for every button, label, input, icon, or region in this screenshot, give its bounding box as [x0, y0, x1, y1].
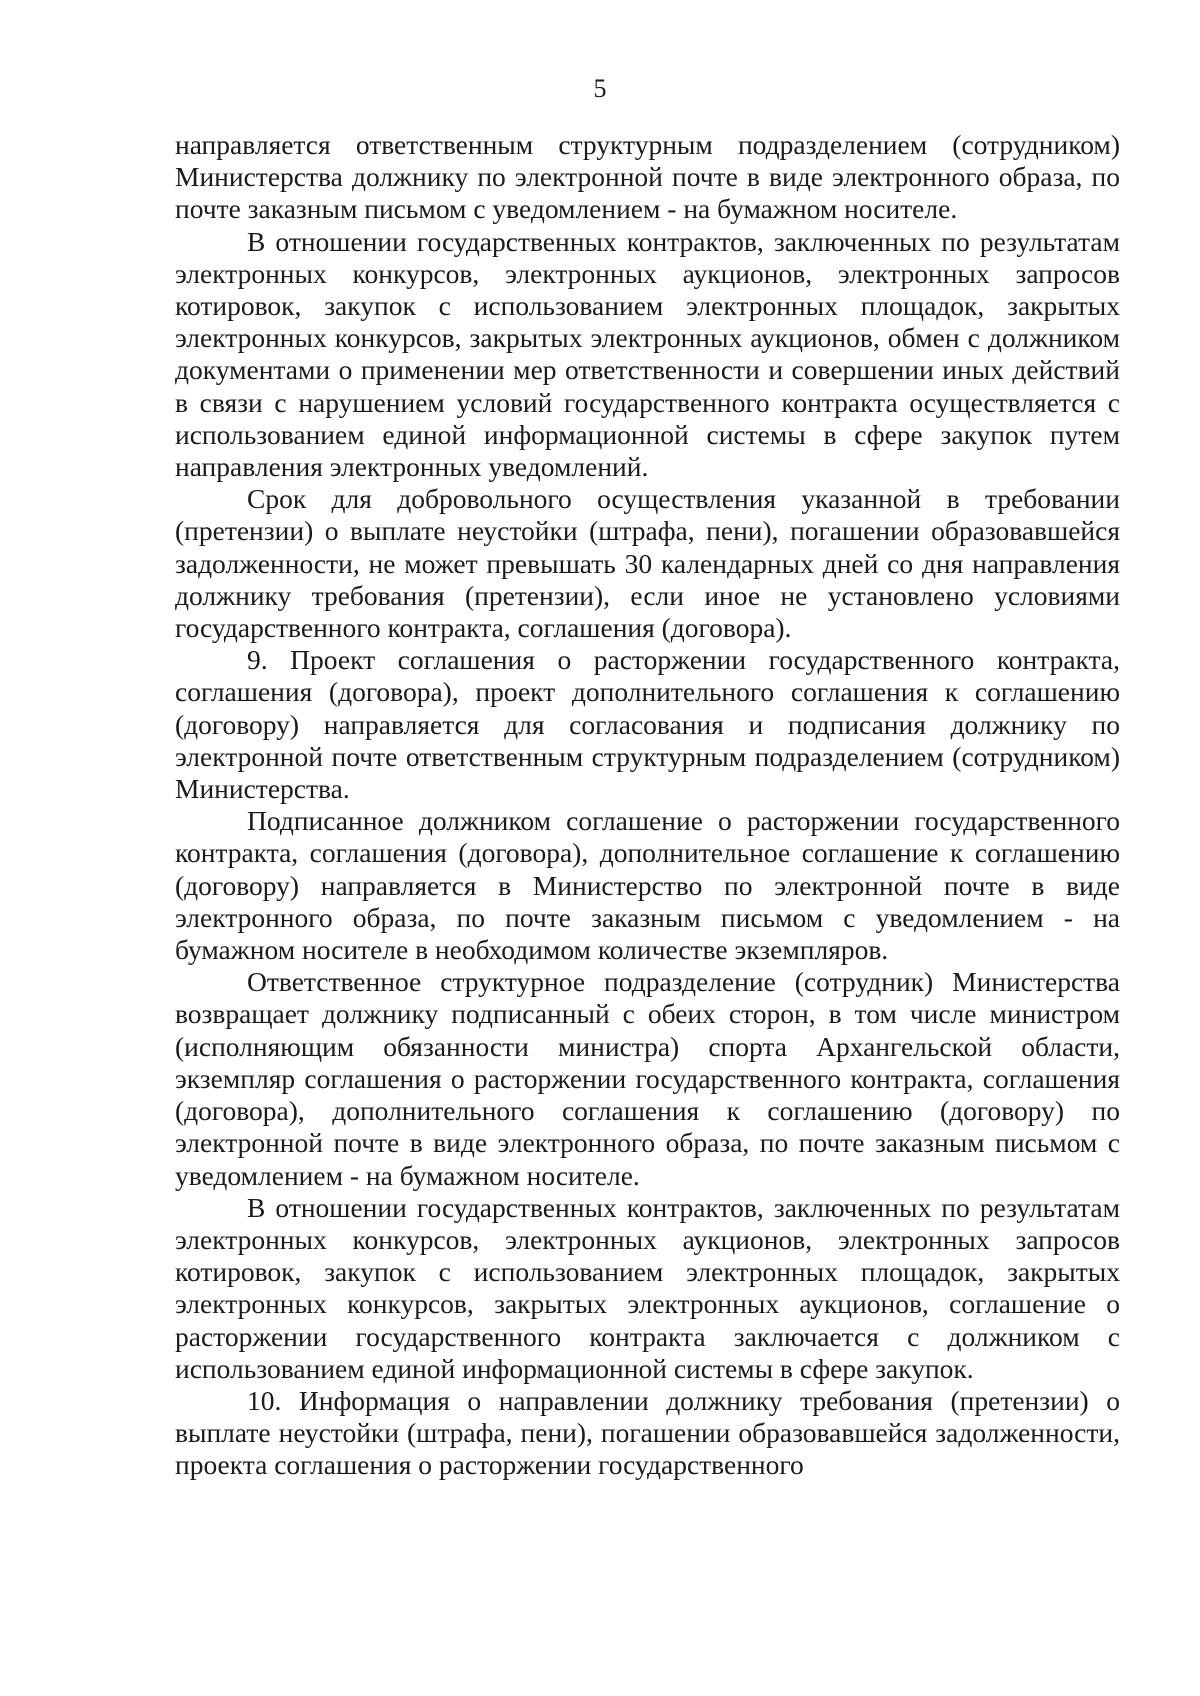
document-body	[175, 129, 1120, 1482]
paragraph-2: В отношении государственных контрактов, заключенных по результатам электронных конкурсов, электронных аукционов, электронных запросов котировок, закупок с использованием электронных площадок, закрытых электронных конкурсов, закрытых электронных аукционов, обмен с должником документами о применении мер ответственности и совершении иных действий в связи с нарушением условий государственного контракта осуществляется с использованием единой информационной системы в сфере закупок путем направления электронных уведомлений.	[175, 225, 1120, 483]
paragraph-5: Подписанное должником соглашение о расторжении государственного контракта, соглашения (договора), дополнительное соглашение к соглашению (договору) направляется в Министерство по электронной почте в виде электронного образа, по почте заказным письмом с уведомлением - на бумажном носителе в необходимом количестве экземпляров.	[175, 805, 1120, 966]
page-number: 5	[593, 74, 607, 103]
paragraph-6: Ответственное структурное подразделение (сотрудник) Министерства возвращает должнику подписанный с обеих сторон, в том числе министром (исполняющим обязанности министра) спорта Архангельской области, экземпляр соглашения о расторжении государственного контракта, соглашения (договора), дополнительного соглашения к соглашению (договору) по электронной почте в виде электронного образа, по почте заказным письмом с уведомлением - на бумажном носителе.	[175, 966, 1120, 1191]
paragraph-8: 10. Информация о направлении должнику требования (претензии) о выплате неустойки (штрафа, пени), погашении образовавшейся задолженности, проекта соглашения о расторжении государственного	[175, 1384, 1120, 1481]
paragraph-4: 9. Проект соглашения о расторжении государственного контракта, соглашения (договора), проект дополнительного соглашения к соглашению (договору) направляется для согласования и подписания должнику по электронной почте ответственным структурным подразделением (сотрудником) Министерства.	[175, 644, 1120, 805]
paragraph-1: направляется ответственным структурным подразделением (сотрудником) Министерства должнику по электронной почте в виде электронного образа, по почте заказным письмом с уведомлением - на бумажном носителе.	[175, 129, 1120, 225]
paragraph-7: В отношении государственных контрактов, заключенных по результатам электронных конкурсов, электронных аукционов, электронных запросов котировок, закупок с использованием электронных площадок, закрытых электронных конкурсов, закрытых электронных аукционов, соглашение о расторжении государственного контракта заключается с должником с использованием единой информационной системы в сфере закупок.	[175, 1191, 1120, 1384]
paragraph-3: Срок для добровольного осуществления указанной в требовании (претензии) о выплате неустойки (штрафа, пени), погашении образовавшейся задолженности, не может превышать 30 календарных дней со дня направления должнику требования (претензии), если иное не установлено условиями государственного контракта, соглашения (договора).	[175, 483, 1120, 644]
